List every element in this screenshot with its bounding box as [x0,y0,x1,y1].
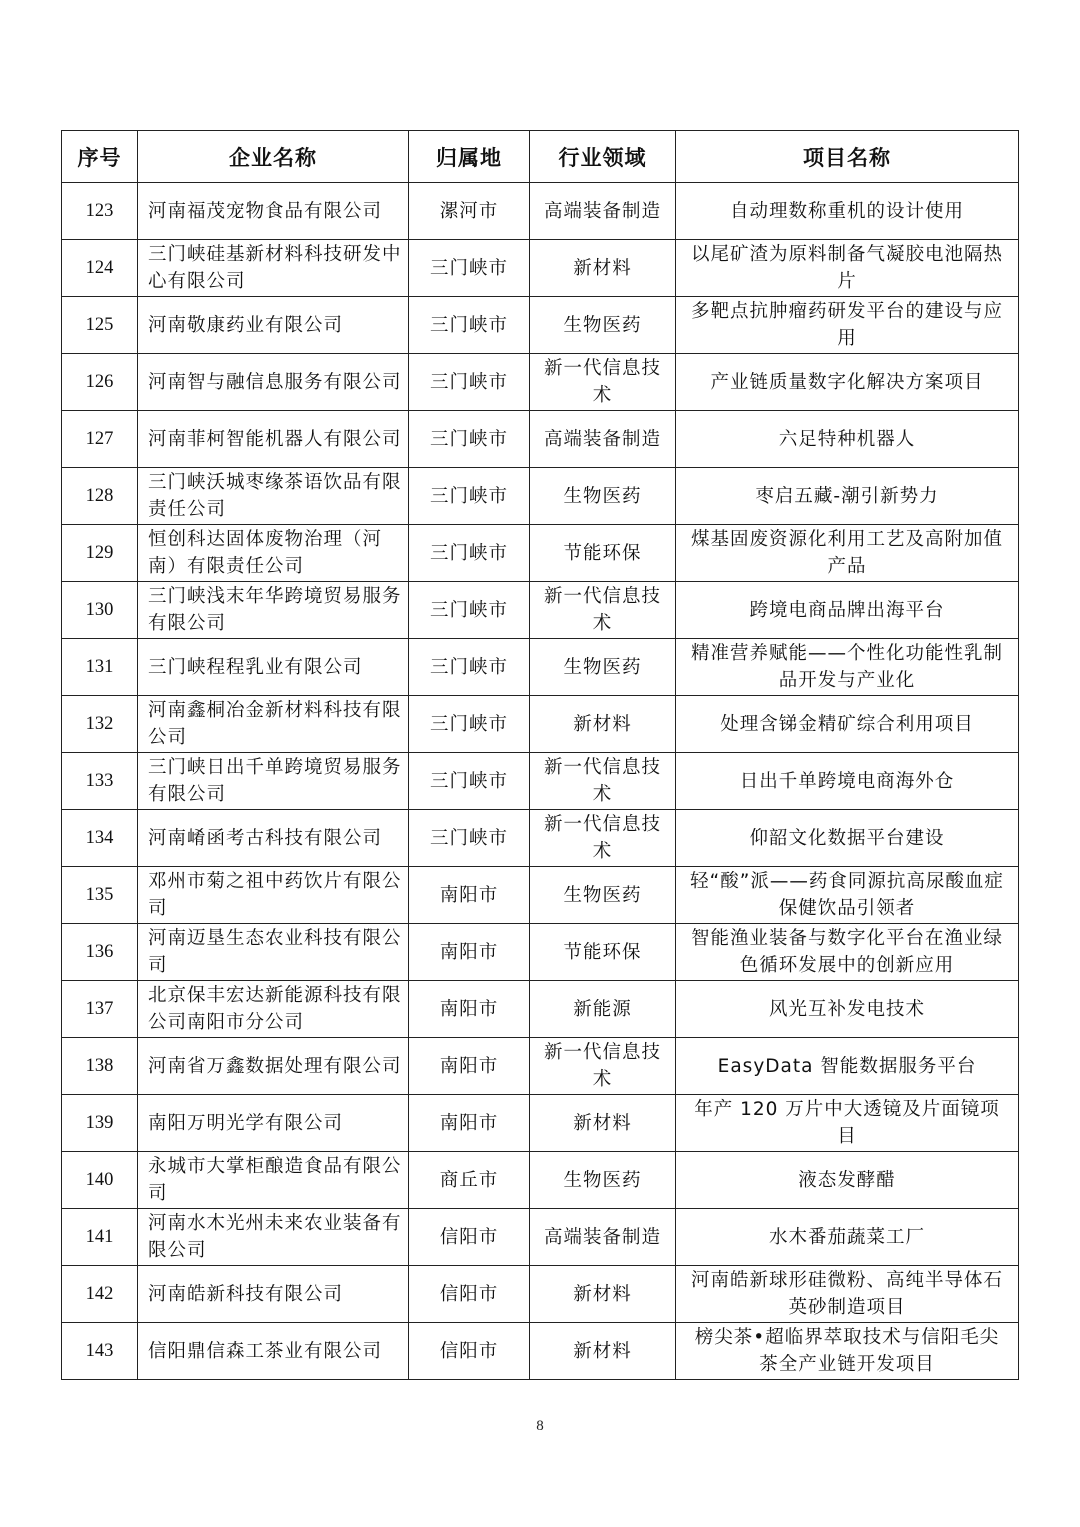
cell-no: 137 [62,981,138,1038]
cell-no: 125 [62,297,138,354]
cell-project: 煤基固废资源化利用工艺及高附加值产品 [676,525,1019,582]
cell-region: 南阳市 [409,1038,530,1095]
table-row [62,981,1019,1038]
cell-company: 北京保丰宏达新能源科技有限公司南阳市分公司 [138,981,409,1038]
cell-project: 智能渔业装备与数字化平台在渔业绿色循环发展中的创新应用 [676,924,1019,981]
table-row [62,1152,1019,1209]
cell-no: 132 [62,696,138,753]
cell-industry: 高端装备制造 [530,183,676,240]
table-row [62,1323,1019,1380]
cell-project: EasyData 智能数据服务平台 [676,1038,1019,1095]
cell-company: 邓州市菊之祖中药饮片有限公司 [138,867,409,924]
cell-industry: 新材料 [530,1095,676,1152]
cell-industry: 新材料 [530,240,676,297]
cell-industry: 节能环保 [530,924,676,981]
cell-company: 信阳鼎信森工茶业有限公司 [138,1323,409,1380]
cell-industry: 生物医药 [530,639,676,696]
cell-project: 日出千单跨境电商海外仓 [676,753,1019,810]
cell-no: 130 [62,582,138,639]
cell-company: 河南智与融信息服务有限公司 [138,354,409,411]
table-row [62,867,1019,924]
table-row [62,354,1019,411]
cell-no: 123 [62,183,138,240]
cell-project: 风光互补发电技术 [676,981,1019,1038]
cell-industry: 生物医药 [530,468,676,525]
cell-industry: 新材料 [530,1266,676,1323]
cell-industry: 新一代信息技术 [530,1038,676,1095]
cell-project: 液态发酵醋 [676,1152,1019,1209]
table-body [62,183,1019,1380]
cell-region: 三门峡市 [409,753,530,810]
cell-company: 三门峡程程乳业有限公司 [138,639,409,696]
cell-industry: 节能环保 [530,525,676,582]
cell-region: 南阳市 [409,867,530,924]
cell-region: 商丘市 [409,1152,530,1209]
cell-region: 信阳市 [409,1323,530,1380]
page-number: 8 [536,1418,544,1434]
cell-industry: 生物医药 [530,1152,676,1209]
cell-company: 三门峡硅基新材料科技研发中心有限公司 [138,240,409,297]
table-row [62,1209,1019,1266]
table-row [62,1266,1019,1323]
cell-project: 精准营养赋能——个性化功能性乳制品开发与产业化 [676,639,1019,696]
cell-region: 三门峡市 [409,411,530,468]
cell-project: 枣启五藏-潮引新势力 [676,468,1019,525]
cell-industry: 新材料 [530,696,676,753]
cell-industry: 新材料 [530,1323,676,1380]
cell-company: 河南福茂宠物食品有限公司 [138,183,409,240]
cell-project: 年产 120 万片中大透镜及片面镜项目 [676,1095,1019,1152]
header-company: 企业名称 [138,131,409,183]
table-row [62,468,1019,525]
cell-company: 河南水木光州未来农业装备有限公司 [138,1209,409,1266]
cell-region: 三门峡市 [409,810,530,867]
cell-project: 榜尖茶•超临界萃取技术与信阳毛尖茶全产业链开发项目 [676,1323,1019,1380]
cell-no: 141 [62,1209,138,1266]
cell-industry: 新一代信息技术 [530,582,676,639]
cell-no: 139 [62,1095,138,1152]
table-row [62,1095,1019,1152]
cell-no: 124 [62,240,138,297]
cell-company: 三门峡浅末年华跨境贸易服务有限公司 [138,582,409,639]
cell-region: 三门峡市 [409,525,530,582]
cell-no: 140 [62,1152,138,1209]
cell-project: 多靶点抗肿瘤药研发平台的建设与应用 [676,297,1019,354]
cell-region: 三门峡市 [409,582,530,639]
cell-industry: 新能源 [530,981,676,1038]
table-row [62,297,1019,354]
cell-region: 三门峡市 [409,297,530,354]
table-row [62,924,1019,981]
cell-company: 恒创科达固体废物治理（河南）有限责任公司 [138,525,409,582]
header-project: 项目名称 [676,131,1019,183]
table-row [62,696,1019,753]
cell-no: 127 [62,411,138,468]
table-header-row [62,131,1019,183]
cell-industry: 高端装备制造 [530,1209,676,1266]
cell-company: 三门峡日出千单跨境贸易服务有限公司 [138,753,409,810]
cell-project: 六足特种机器人 [676,411,1019,468]
cell-industry: 新一代信息技术 [530,354,676,411]
cell-industry: 新一代信息技术 [530,753,676,810]
cell-company: 河南菲柯智能机器人有限公司 [138,411,409,468]
cell-no: 126 [62,354,138,411]
table-row [62,582,1019,639]
cell-industry: 生物医药 [530,867,676,924]
header-industry: 行业领域 [530,131,676,183]
header-no: 序号 [62,131,138,183]
cell-no: 128 [62,468,138,525]
cell-region: 信阳市 [409,1209,530,1266]
table-row [62,1038,1019,1095]
cell-project: 跨境电商品牌出海平台 [676,582,1019,639]
cell-region: 南阳市 [409,924,530,981]
cell-region: 三门峡市 [409,240,530,297]
cell-company: 三门峡沃城枣缘茶语饮品有限责任公司 [138,468,409,525]
cell-region: 漯河市 [409,183,530,240]
cell-no: 136 [62,924,138,981]
cell-company: 河南省万鑫数据处理有限公司 [138,1038,409,1095]
cell-no: 138 [62,1038,138,1095]
cell-no: 135 [62,867,138,924]
cell-company: 河南鑫桐冶金新材料科技有限公司 [138,696,409,753]
table-row [62,639,1019,696]
table-row [62,411,1019,468]
cell-company: 河南崤函考古科技有限公司 [138,810,409,867]
cell-company: 南阳万明光学有限公司 [138,1095,409,1152]
cell-no: 143 [62,1323,138,1380]
cell-project: 以尾矿渣为原料制备气凝胶电池隔热片 [676,240,1019,297]
cell-region: 信阳市 [409,1266,530,1323]
table-row [62,183,1019,240]
project-list-table [61,130,1019,1380]
header-region: 归属地 [409,131,530,183]
cell-company: 河南迈垦生态农业科技有限公司 [138,924,409,981]
cell-region: 南阳市 [409,981,530,1038]
cell-no: 134 [62,810,138,867]
cell-no: 133 [62,753,138,810]
cell-region: 三门峡市 [409,639,530,696]
table-row [62,753,1019,810]
cell-company: 河南敬康药业有限公司 [138,297,409,354]
cell-company: 河南皓新科技有限公司 [138,1266,409,1323]
cell-company: 永城市大掌柜酿造食品有限公司 [138,1152,409,1209]
cell-project: 产业链质量数字化解决方案项目 [676,354,1019,411]
cell-project: 处理含锑金精矿综合利用项目 [676,696,1019,753]
cell-project: 河南皓新球形硅微粉、高纯半导体石英砂制造项目 [676,1266,1019,1323]
table-row [62,525,1019,582]
cell-project: 轻“酸”派——药食同源抗高尿酸血症保健饮品引领者 [676,867,1019,924]
cell-industry: 高端装备制造 [530,411,676,468]
cell-industry: 生物医药 [530,297,676,354]
cell-project: 自动理数称重机的设计使用 [676,183,1019,240]
cell-region: 三门峡市 [409,696,530,753]
cell-no: 142 [62,1266,138,1323]
cell-no: 131 [62,639,138,696]
cell-project: 水木番茄蔬菜工厂 [676,1209,1019,1266]
cell-region: 南阳市 [409,1095,530,1152]
table-row [62,240,1019,297]
cell-industry: 新一代信息技术 [530,810,676,867]
table-row [62,810,1019,867]
cell-region: 三门峡市 [409,354,530,411]
cell-region: 三门峡市 [409,468,530,525]
cell-no: 129 [62,525,138,582]
cell-project: 仰韶文化数据平台建设 [676,810,1019,867]
